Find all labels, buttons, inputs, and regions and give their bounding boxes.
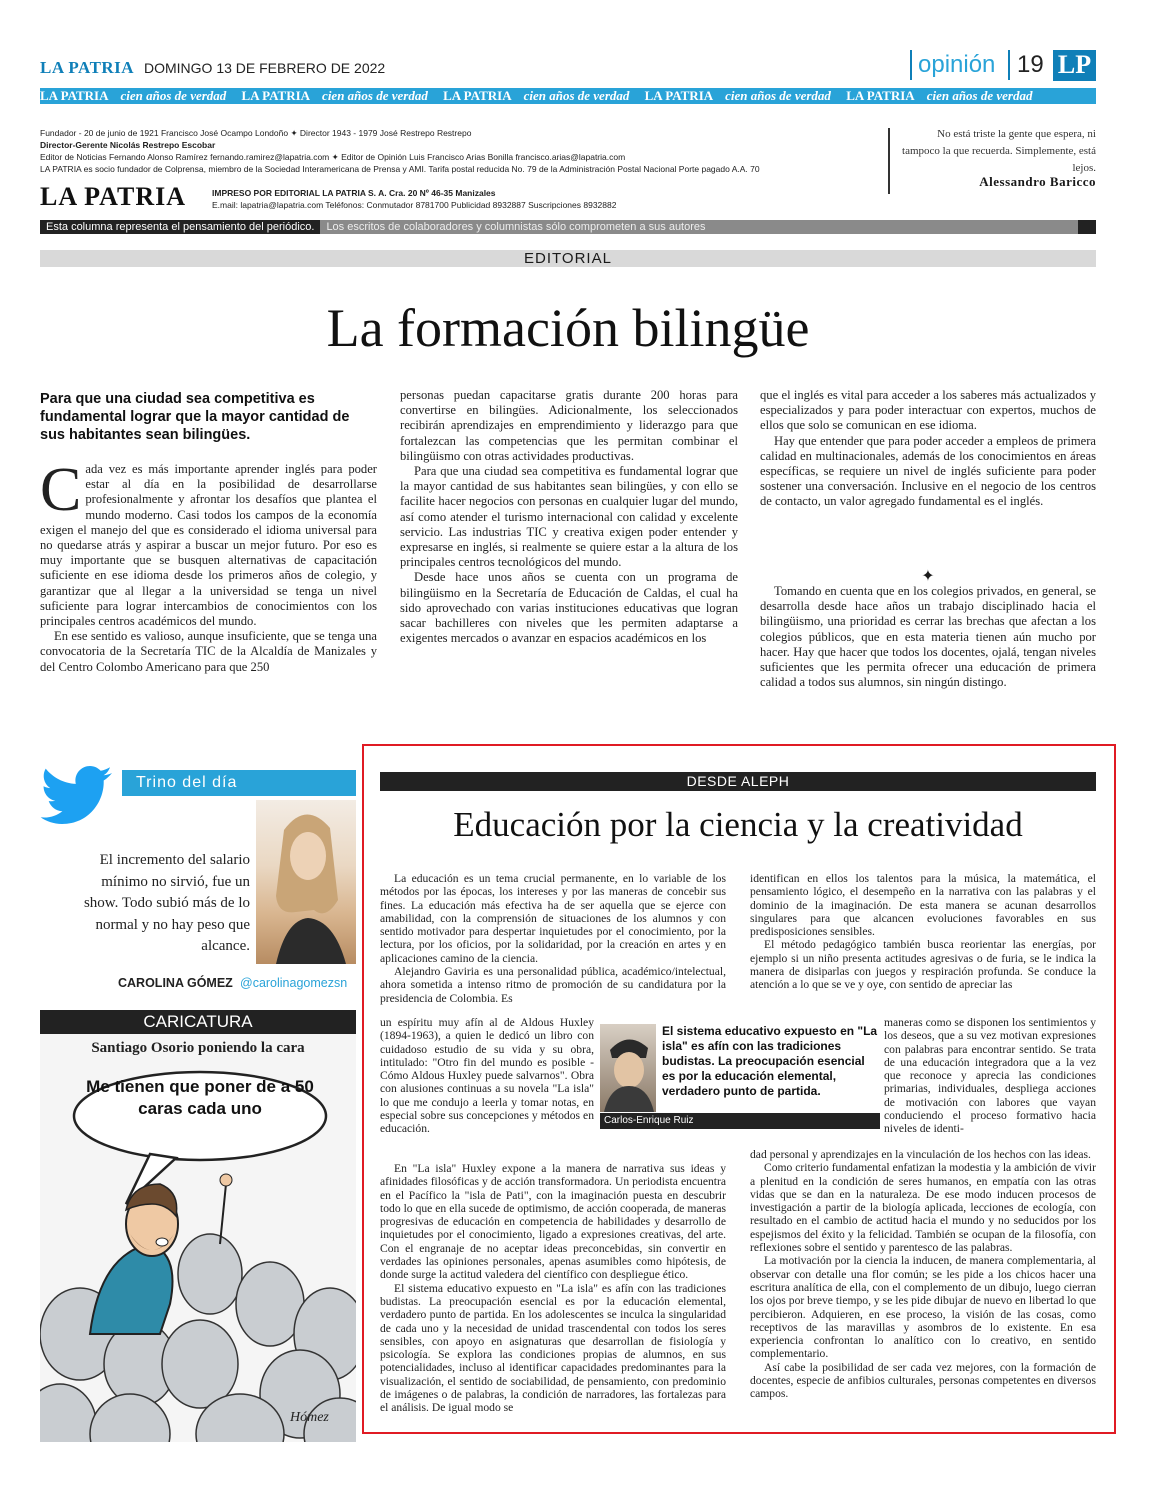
section-divider <box>910 50 912 80</box>
masthead-logo: LA PATRIA <box>40 182 186 211</box>
masthead-contact: E.mail: lapatria@lapatria.com Teléfonos: Conmutador 8781700 Publicidad 8932887 Suscripciones 8932882 <box>212 200 617 210</box>
disclaimer-bar: Esta columna representa el pensamiento del periódico. Los escritos de colaboradores y columnistas sólo comprometen a sus autores <box>40 220 1096 234</box>
section-divider-2 <box>1008 50 1010 80</box>
column-text-1a: La educación es un tema crucial permanente, en lo variable de los métodos por las épocas, los intereses y por las maneras de concebir sus fines. La educación más efectiva ha de ser aquella que se ejerce con amabilidad, con la comprensión de situaciones de los alumnos y con sentido motivador para despertar inquietudes por el conocimiento, por la lectura, por los oficios, por la solidaridad, por la creación en artes y en aplicaciones camino de la ciencia. Alejandro Gaviria es una personalidad pública, académico/intelectual, ahora sometida a intenso ritmo de promoción de su candidatura por la presidencia de Colombia. Es <box>380 872 726 1005</box>
quote-text: No está triste la gente que espera, ni tampoco la que recuerda. Simplemente, está lejos. <box>902 128 1096 174</box>
separator-icon: ✦ <box>921 568 935 585</box>
cartoon-speech: Me tienen que poner de a 50 caras cada uno <box>86 1077 314 1118</box>
editorial-column-2: personas puedan capacitarse gratis durante 200 horas para convertirse en bilingües. Adicionalmente, los seleccionados recibirán aprendizajes en emprendimiento y liderazgo para que fortalezcan las competencias que les permitan combinar el bilingüismo con otras actividades productivas. Para que una ciudad sea competitiva es fundamental lograr que la mayor cantidad de sus habitantes sean bilingües, y con ello se facilite hacer negocios con personas en cualquier lugar del mundo, así como atender el turismo internacional con calidad y excelente servicio. Las industrias TIC y creativa exigen poder entender y expresarse en inglés, si realmente se quiere estar a la altura de los principales centros tecnológicos del mundo. Desde hace unos años se cuenta con un programa de bilingüismo en la Secretaría de Educación de Caldas, el cual ha sido aprovechado con varias instituciones educativas que logran sacar bachilleres con niveles que les permiten adaptarse a exigentes mercados o avanzar en espacios académicos en los <box>400 388 738 646</box>
tagline-strip: LA PATRIA cien años de verdad LA PATRIA cien años de verdad LA PATRIA cien años de verdad LA PATRIA cien años de verdad LA PATRIA cien años de verdad <box>40 88 1096 104</box>
cartoon-panel <box>40 1034 356 1442</box>
column-section-label: DESDE ALEPH <box>380 772 1096 791</box>
masthead-editors: Editor de Noticias Fernando Alonso Ramírez fernando.ramirez@lapatria.com ✦ Editor de Opinión Luis Francisco Arias Bonilla francisco.arias@lapatria.com <box>40 152 626 162</box>
column-text-1c: En "La isla" Huxley expone a la manera de narrativa sus ideas y afinidades filosóficas y de acción transformadora. Un periodista encuentra en el Pacífico la "isla de Pati", con la imaginación puesta en descubrir todo lo que en ella sucede de optimismo, de acción cooperada, de maneras progresivas de educación en competencia de habilidades y desarrollo de inquietudes por el conocimiento, ligado a expresiones creativas, del arte. Con el engranaje de no aceptar ideas preconcebidas, sin convertir en verdades las opiniones personales, apenas asumibles como hipótesis, de donde surge la actitud valedera del científico con despliegue ético. El sistema educativo expuesto en "La isla" es afín con las tradiciones budistas. La preocupación esencial es por la educación elemental, verdadero punto de partida. En los adolescentes se inculca la singularidad de cada uno y la necesidad de unidad trascendental con todos los seres sensibles, con apoyo en asignaturas que desarrollan de fisiología y psicología. Se explora las condiciones propias de alumnos, en sus potencialidades, incluso al identificar capacidades predominantes para la visualización, el sentido de sociabilidad, de pensamiento, con predominio de imágenes o de palabras, la condición de narradores, las fortalezas para el análisis. De igual modo se <box>380 1162 726 1415</box>
brand-name: LA PATRIA <box>40 58 135 77</box>
cartoon-title: Santiago Osorio poniendo la cara <box>91 1040 305 1056</box>
column-author: Carlos-Enrique Ruiz <box>600 1113 880 1129</box>
masthead-founders: Fundador - 20 de junio de 1921 Francisco José Ocampo Londoño ✦ Director 1943 - 1979 José Restrepo Restrepo <box>40 128 472 138</box>
cartoon-signature: Hómez <box>290 1410 329 1425</box>
quote-rule <box>888 128 890 194</box>
trino-text: El incremento del salario mínimo no sirvió, fue un show. Todo subió más de lo normal y no hay peso que alcance. <box>83 852 250 954</box>
page-number: 19 <box>1017 51 1044 78</box>
author-photo <box>256 800 356 964</box>
masthead-legal: LA PATRIA es socio fundador de Colprensa, miembro de la Sociedad Interamericana de Prensa y AMI. Tarifa postal reducida No. 79 de la Administración Postal Nacional Porte pagado A.A. 70 <box>40 164 760 174</box>
issue-date: DOMINGO 13 DE FEBRERO DE 2022 <box>144 60 386 76</box>
column-text-2c: dad personal y aprendizajes en la vinculación de los hechos con las ideas. Como criterio fundamental enfatizan la modestia y la ambición de vivir a plenitud en la condición de seres humanos, en empatía con las otras vidas que se dan en la naturaleza. De ese modo inducen procesos de investigación a partir de la biología aplicada, lecciones de ecología, con resultado en el cambio de actitud hacia el mundo y no seducidos por los espejismos del éxito y la felicidad. También se ocupan de la filosofía, con reflexiones sobre el sentido y parentesco de las palabras. La motivación por la ciencia la inducen, de manera complementaria, al observar con detalle una flor común; se les pide a los chicos hacer una escritura analítica de ella, con el complemento de un dibujo, luego cierran los ojos por breve tiempo, y se les pide dibujar de nuevo en libertad lo que percibieron. Adquieren, en ese proceso, la visión de las cosas, como receptivos de las maravillas y asombros de lo existente. En esa experiencia confrontan lo analítico con lo creativo, en sentido complementario. Así cabe la posibilidad de ser cada vez mejores, con la formación de docentes, especie de anfibios culturales, personas competentes en diversos campos. <box>750 1148 1096 1401</box>
masthead-director: Director-Gerente Nicolás Restrepo Escobar <box>40 140 216 150</box>
editorial-column-3a: que el inglés es vital para acceder a los saberes más actualizados y especializados y para poder interactuar con expertos, muchos de ellos que solo se comunican en ese idioma. Hay que entender que para poder acceder a empleos de primera calidad en multinacionales, además de los conocimientos en áreas específicas, se requiere un nivel de inglés suficiente para poder sostener una conversación. Inclusive en el negocio de los centros de contacto, un valor agregado fundamental es el inglés. <box>760 388 1096 509</box>
section-name: opinión <box>918 51 996 78</box>
trino-handle: @carolinagomezsn <box>240 976 348 990</box>
trino-label: Trino del día <box>122 770 356 796</box>
editorial-column-1: C ada vez es más importante aprender inglés para poder estar al día en la posibilidad de desarrollarse profesionalmente y afrontar los desafíos que plantea el mundo moderno. Casi todos los campos de la economía exigen el manejo del que es considerado el idioma universal para no quedarse atrás y aspirar a buscar un mejor futuro. Por eso es muy importante que se busquen alternativas de capacitación suficiente en ese idioma desde los primeros años de colegio, y garantizar que al llegar a la universidad se tenga un nivel suficiente para lograr intercambios de conocimientos con los principales centros académicos del mundo. En ese sentido es valioso, aunque insuficiente, que se tenga una convocatoria de la Secretaría TIC de la Alcaldía de Manizales y del Centro Colombo Americano para que 250 <box>40 462 377 674</box>
dropcap: C <box>40 462 82 524</box>
column-text-2a: identifican en ellos los talentos para la música, la matemática, el pensamiento lógico, el desempeño en la narrativa con las palabras y el dominio de la imaginación. De esta manera se acunan desarrollos singulares para que alcancen evoluciones favorables en sus predisposiciones sensibles. El método pedagógico también busca reorientar las energías, por ejemplo si un niño presenta actitudes agresivas o de furia, se le indica la manera de disiparlas con juegos y respiración profunda. Se conduce la atención a lo que se ve y oye, con sentido de apreciar las <box>750 872 1096 992</box>
pull-quote: El sistema educativo expuesto en "La isla" es afín con las tradiciones budistas. La preocupación esencial es por la educación elemental, verdadero punto de partida. <box>662 1024 878 1098</box>
column-text-1b: un espíritu muy afín al de Aldous Huxley (1894-1963), a quien le dedicó un libro con cuidadoso estudio de su vida y su obra, intitulado: "Otro fin del mundo es posible - Cómo Aldous Huxley puede salvarnos". Obra con alusiones continuas a su novela "La isla" lo que me condujo a leerla y tomar notas, en especial sobre sus concepciones y métodos en educación. <box>380 1016 594 1136</box>
editorial-lead: Para que una ciudad sea competitiva es fundamental lograr que la mayor cantidad de sus habitantes sean bilingües. <box>40 391 350 443</box>
column-text-2b: maneras como se disponen los sentimientos y los deseos, que a su vez motivan expresiones con palabras para encontrar sentido. Se trata de una educación integradora que a la vez que reconoce y aprecia las condiciones primarias, individuales, despliega acciones de motivación con labores que vayan conduciendo el proceso formativo hacia niveles de identi- <box>884 1016 1096 1136</box>
trino-author: CAROLINA GÓMEZ <box>118 976 233 990</box>
masthead-printer: IMPRESO POR EDITORIAL LA PATRIA S. A. Cra. 20 Nº 46-35 Manizales <box>212 188 496 198</box>
lp-logo: LP <box>1053 50 1096 81</box>
editorial-column-3b: Tomando en cuenta que en los colegios privados, en general, se desarrolla desde hace años un trabajo disciplinado hacia el bilingüismo, una prioridad es cerrar las brechas que afectan a los colegios públicos, que en esta materia tienen aún mucho por hacer. Hay que hacer que todos los docentes, ojalá, tengan niveles suficientes que les permita ofrecer una educación de primera calidad a todos sus alumnos, sin ningún distingo. <box>760 584 1096 690</box>
editorial-label: EDITORIAL <box>40 250 1096 267</box>
caricatura-label: CARICATURA <box>40 1010 356 1034</box>
quote-author: Alessandro Baricco <box>979 174 1096 189</box>
column-title: Educación por la ciencia y la creatividad <box>453 805 1023 844</box>
author-photo-ruiz <box>600 1024 656 1112</box>
editorial-title: La formación bilingüe <box>326 298 810 358</box>
twitter-bird-icon <box>40 766 114 832</box>
